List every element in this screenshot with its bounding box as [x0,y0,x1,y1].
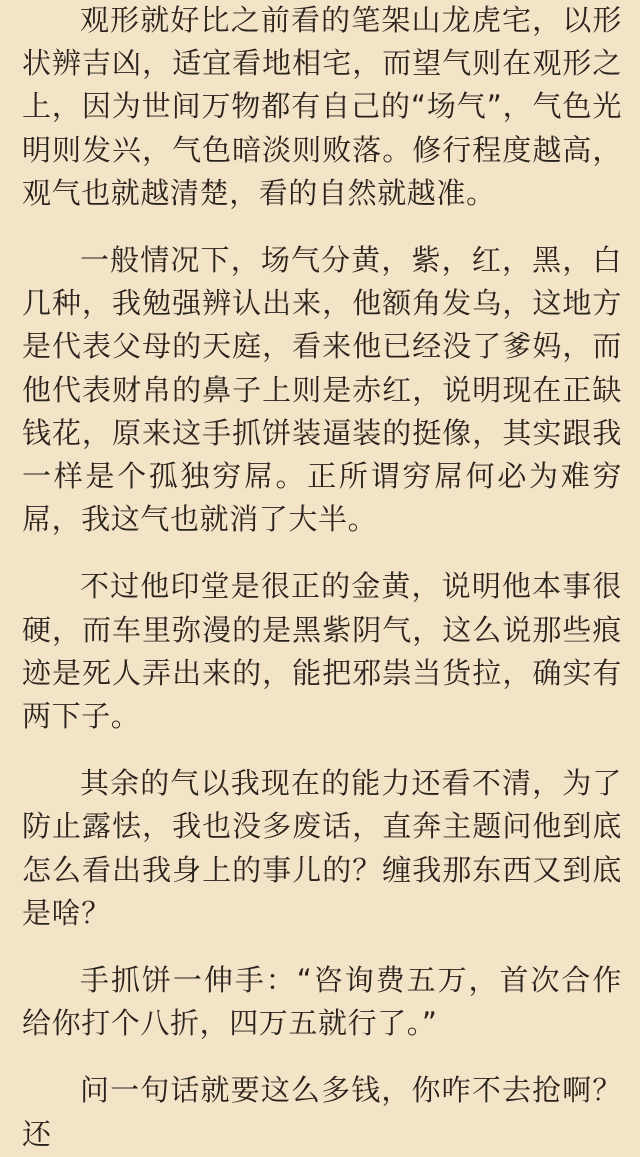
paragraph-gap [22,541,622,565]
paragraph-3: 不过他印堂是很正的金黄，说明他本事很硬，而车里弥漫的是黑紫阴气，这么说那些痕迹是死人弄出来的，能把邪祟当货拉，确实有两下子。 [22,569,622,734]
paragraph-1: 观形就好比之前看的笔架山龙虎宅，以形状辨吉凶，适宜看地相宅，而望气则在观形之上，因为世间万物都有自己的“场气”，气色光明则发兴，气色暗淡则败落。修行程度越高，观气也就越清楚，看的自然就越准。 [22,3,622,210]
paragraph-2: 一般情况下，场气分黄，紫，红，黑，白几种，我勉强辨认出来，他额角发乌，这地方是代表父母的天庭，看来他已经没了爹妈，而他代表财帛的鼻子上则是赤红，说明现在正缺钱花，原来这手抓饼装逼装的挺像，其实跟我一样是个孤独穷屌。正所谓穷屌何必为难穷屌，我这气也就消了大半。 [22,243,622,537]
paragraph-gap [22,215,622,239]
paragraph-4: 其余的气以我现在的能力还看不清，为了防止露怯，我也没多废话，直奔主题问他到底怎么看出我身上的事儿的？缠我那东西又到底是啥？ [22,766,622,930]
paragraph-gap [22,738,622,762]
paragraph-gap [22,1045,622,1069]
paragraph-gap [22,935,622,959]
paragraph-5: 手抓饼一伸手：“咨询费五万，首次合作给你打个八折，四万五就行了。” [22,963,622,1041]
paragraph-6: 问一句话就要这么多钱，你咋不去抢啊？还 [22,1073,622,1151]
